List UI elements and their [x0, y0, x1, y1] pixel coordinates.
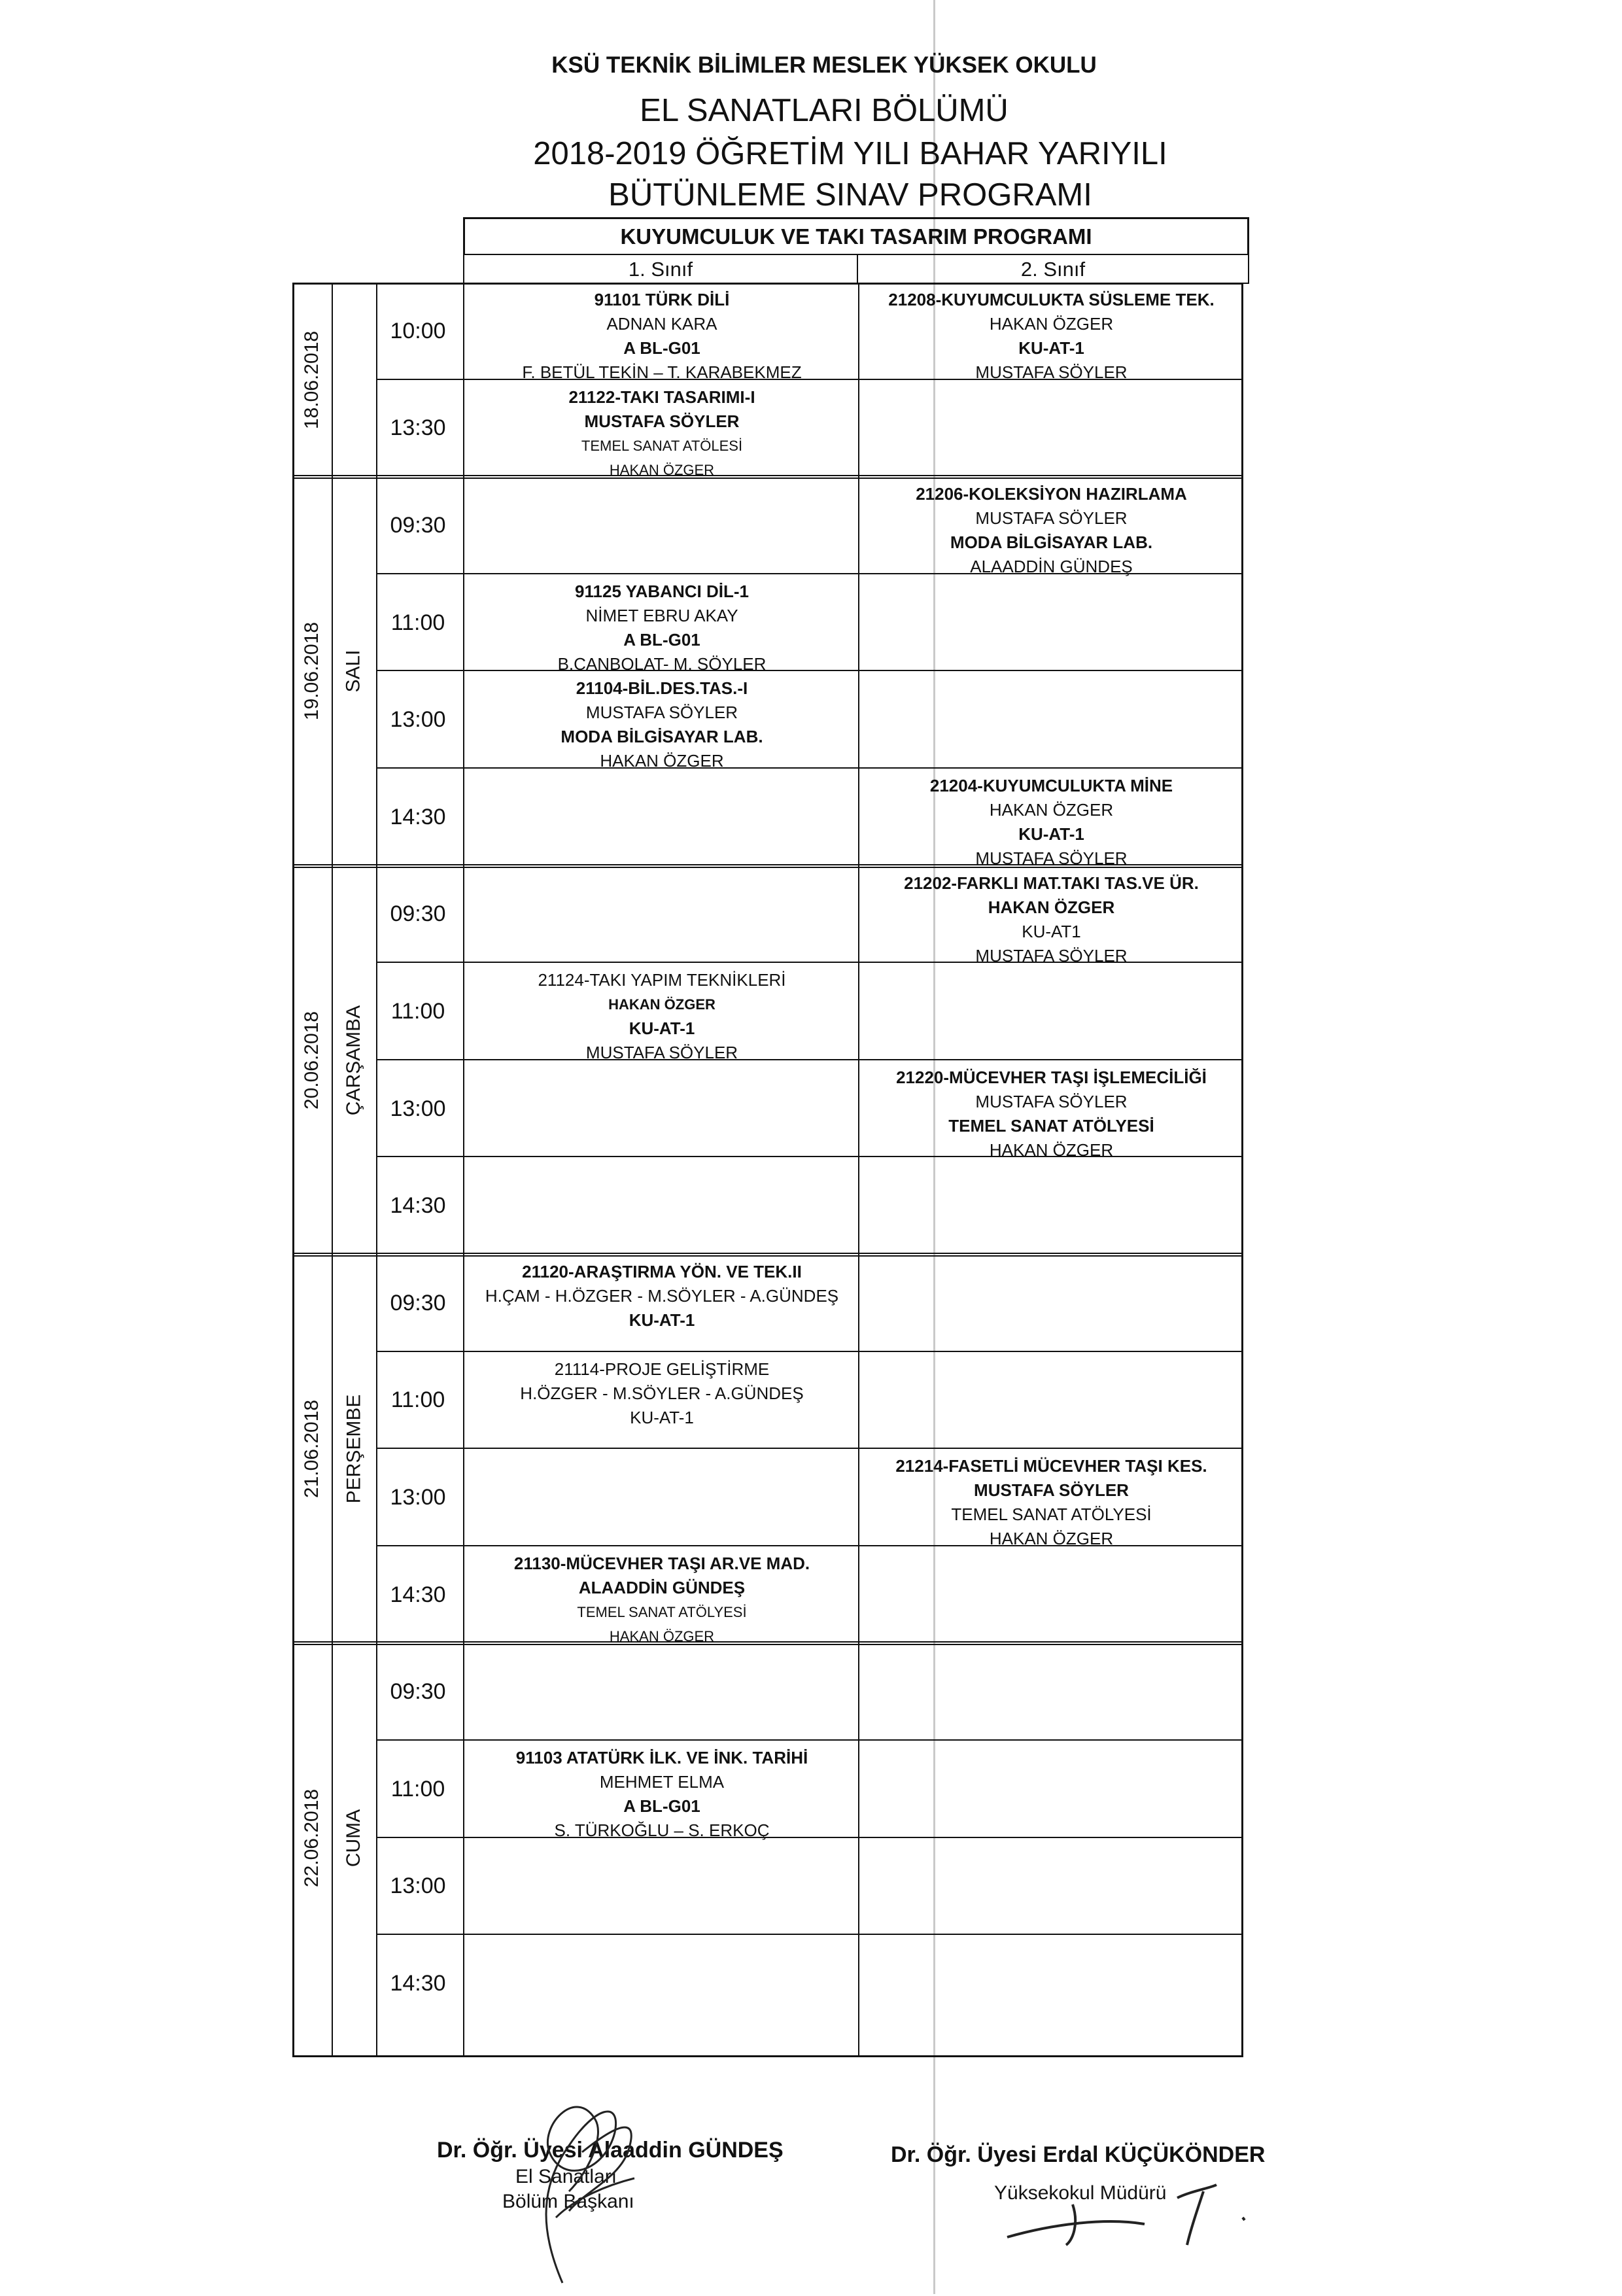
class-2-exam-cell	[859, 477, 1243, 577]
class-1-exam-cell	[464, 283, 859, 380]
time-slot-row	[292, 866, 1243, 964]
time-slot-row	[292, 1935, 1243, 2032]
class-2-exam-cell	[859, 1449, 1243, 1549]
class-2-exam-cell	[859, 1352, 1243, 1450]
left-signer-line1: El Sanatları	[515, 2166, 617, 2187]
day-block	[292, 1255, 1243, 1643]
exam-info-line: HAKAN ÖZGER	[609, 1627, 715, 1644]
class-2-exam-cell	[859, 1546, 1243, 1644]
class-1-exam-cell	[464, 1449, 859, 1546]
exam-time: 11:00	[390, 998, 445, 1024]
exam-time: 11:00	[390, 1387, 445, 1413]
class-1-exam-cell	[464, 1157, 859, 1255]
exam-info-line: HAKAN ÖZGER	[989, 799, 1114, 820]
exam-info-line: A BL-G01	[623, 1796, 700, 1816]
class-2-exam-cell	[859, 866, 1243, 964]
class-1-exam-cell	[464, 1643, 859, 1741]
exam-time: 13:00	[390, 707, 446, 733]
exam-info-line: TEMEL SANAT ATÖLYESİ	[951, 1505, 1152, 1525]
exam-info-line: MUSTAFA SÖYLER	[974, 1480, 1129, 1501]
class-2-exam-cell	[859, 1157, 1243, 1255]
exam-info-line: MUSTAFA SÖYLER	[585, 703, 738, 723]
class-1-exam-cell	[464, 477, 859, 574]
exam-info-line: ALAADDİN GÜNDEŞ	[970, 557, 1133, 577]
exam-info-line: TEMEL SANAT ATÖLYESİ	[948, 1115, 1154, 1136]
exam-info-line: A BL-G01	[623, 629, 700, 650]
exam-info-line: KU-AT-1	[1018, 824, 1084, 844]
day-block	[292, 283, 1243, 477]
exam-info-line: 21208-KUYUMCULUKTA SÜSLEME TEK.	[888, 290, 1215, 309]
day-block	[292, 477, 1243, 868]
time-slot-row	[292, 574, 1243, 672]
exam-info-line: 21120-ARAŞTIRMA YÖN. VE TEK.II	[522, 1262, 802, 1281]
time-slot-row	[292, 1838, 1243, 1936]
class-2-exam-cell	[859, 283, 1243, 380]
exam-time: 13:00	[390, 1096, 446, 1121]
exam-info-line: MEHMET ELMA	[599, 1771, 725, 1792]
exam-info-line: MODA BİLGİSAYAR LAB.	[950, 532, 1153, 553]
exam-info-line: KU-AT1	[1022, 921, 1081, 941]
day-block	[292, 866, 1243, 1255]
exam-info-line: H.ÇAM - H.ÖZGER - M.SÖYLER - A.GÜNDEŞ	[485, 1286, 839, 1306]
left-signer-line2: Bölüm Başkanı	[502, 2191, 634, 2212]
exam-info-line: 21220-MÜCEVHER TAŞI İŞLEMECİLİĞİ	[896, 1067, 1207, 1087]
exam-time: 14:30	[390, 1970, 446, 1996]
exam-info-line: 21124-TAKI YAPIM TEKNİKLERİ	[538, 970, 786, 990]
exam-info-line: KU-AT-1	[630, 1407, 694, 1427]
exam-info-line: ALAADDİN GÜNDEŞ	[578, 1577, 746, 1597]
class-2-exam-cell	[859, 1255, 1243, 1352]
class-1-exam-cell	[464, 1352, 859, 1450]
exam-info-line: 21206-KOLEKSİYON HAZIRLAMA	[916, 484, 1187, 504]
exam-date: 20.06.2018	[301, 1011, 322, 1109]
class-2-exam-cell	[859, 380, 1243, 478]
exam-info-line: HAKAN ÖZGER	[988, 897, 1115, 917]
class-1-exam-cell	[464, 1060, 859, 1158]
exam-info-line: MUSTAFA SÖYLER	[975, 848, 1128, 868]
class-1-exam-cell	[464, 380, 859, 478]
exam-info-line: ADNAN KARA	[606, 314, 717, 334]
time-slot-row	[292, 1352, 1243, 1450]
exam-info-line: F. BETÜL TEKİN – T. KARABEKMEZ	[522, 362, 802, 382]
exam-time: 13:00	[390, 1873, 446, 1899]
class-1-exam-cell	[464, 1838, 859, 1936]
right-signer-line1: Yüksekokul Müdürü	[994, 2182, 1167, 2204]
right-handwritten-signature	[994, 2172, 1282, 2250]
exam-info-line: KU-AT-1	[629, 1018, 695, 1039]
term-title: 2018-2019 ÖĞRETİM YILI BAHAR YARIYILI	[533, 136, 1167, 171]
exam-time: 09:30	[390, 1679, 446, 1705]
exam-info-line: 21104-BİL.DES.TAS.-I	[576, 678, 748, 699]
exam-info-line: HAKAN ÖZGER	[989, 314, 1114, 334]
time-slot-row	[292, 1546, 1243, 1644]
exam-day-name: PERŞEMBE	[343, 1394, 364, 1504]
class-1-exam-cell	[464, 866, 859, 964]
document-title: BÜTÜNLEME SINAV PROGRAMI	[608, 177, 1092, 213]
exam-info-line: HAKAN ÖZGER	[600, 751, 724, 771]
exam-time: 09:30	[390, 1290, 446, 1315]
class-2-header: 2. Sınıf	[857, 254, 1249, 284]
class-1-exam-cell	[464, 1255, 859, 1352]
time-slot-row	[292, 1449, 1243, 1549]
class-2-exam-cell	[859, 1741, 1243, 1838]
exam-time: 14:30	[390, 804, 446, 829]
exam-time: 14:30	[390, 1193, 446, 1219]
time-slot-row	[292, 477, 1243, 577]
exam-info-line: MUSTAFA SÖYLER	[975, 945, 1128, 965]
exam-info-line: HAKAN ÖZGER	[989, 1139, 1114, 1160]
exam-time: 13:30	[390, 415, 446, 441]
time-slot-row	[292, 1643, 1243, 1741]
exam-info-line: 21214-FASETLİ MÜCEVHER TAŞI KES.	[895, 1456, 1207, 1476]
exam-time: 10:00	[390, 318, 446, 343]
exam-info-line: MUSTAFA SÖYLER	[585, 1043, 738, 1063]
exam-info-line: MODA BİLGİSAYAR LAB.	[561, 727, 763, 747]
left-signer-name: Dr. Öğr. Üyesi Alaaddin GÜNDEŞ	[437, 2138, 784, 2163]
exam-info-line: KU-AT-1	[629, 1310, 695, 1330]
exam-time: 09:30	[390, 512, 446, 538]
department-name: EL SANATLARI BÖLÜMÜ	[640, 93, 1009, 128]
class-1-exam-cell	[464, 1546, 859, 1644]
exam-date: 19.06.2018	[301, 622, 322, 721]
exam-info-line: MUSTAFA SÖYLER	[975, 508, 1128, 529]
exam-info-line: 21122-TAKI TASARIMI-I	[568, 387, 755, 407]
exam-info-line: 91103 ATATÜRK İLK. VE İNK. TARİHİ	[515, 1747, 808, 1767]
exam-info-line: MUSTAFA SÖYLER	[584, 411, 740, 431]
exam-info-line: TEMEL SANAT ATÖLYESİ	[577, 1603, 747, 1620]
exam-day-name: CUMA	[343, 1809, 364, 1867]
exam-time: 11:00	[390, 610, 445, 635]
exam-info-line: 21204-KUYUMCULUKTA MİNE	[929, 775, 1173, 795]
exam-info-line: 21130-MÜCEVHER TAŞI AR.VE MAD.	[513, 1553, 810, 1573]
time-slot-row	[292, 380, 1243, 478]
school-name: KSÜ TEKNİK BİLİMLER MESLEK YÜKSEK OKULU	[551, 52, 1097, 78]
time-slot-row	[292, 1157, 1243, 1255]
exam-info-line: TEMEL SANAT ATÖLESİ	[581, 437, 743, 454]
class-1-exam-cell	[464, 1741, 859, 1838]
time-slot-row	[292, 963, 1243, 1063]
class-1-exam-cell	[464, 963, 859, 1063]
exam-time: 11:00	[390, 1776, 445, 1801]
class-2-exam-cell	[859, 769, 1243, 866]
exam-info-line: S. TÜRKOĞLU – S. ERKOÇ	[554, 1820, 770, 1840]
exam-info-line: 91125 YABANCI DİL-1	[575, 581, 749, 601]
exam-time: 14:30	[390, 1582, 446, 1607]
time-slot-row	[292, 283, 1243, 380]
day-block	[292, 1643, 1243, 2032]
exam-info-line: HAKAN ÖZGER	[989, 1529, 1114, 1549]
exam-time: 13:00	[390, 1484, 446, 1510]
exam-info-line: HAKAN ÖZGER	[609, 461, 715, 478]
exam-date: 18.06.2018	[301, 330, 322, 429]
class-2-exam-cell	[859, 671, 1243, 769]
class-1-header: 1. Sınıf	[463, 254, 858, 284]
class-1-exam-cell	[464, 671, 859, 769]
class-2-exam-cell	[859, 574, 1243, 672]
exam-date: 22.06.2018	[301, 1788, 322, 1887]
exam-time: 09:30	[390, 901, 446, 927]
class-1-exam-cell	[464, 769, 859, 866]
time-slot-row	[292, 1255, 1243, 1352]
class-2-exam-cell	[859, 1935, 1243, 2032]
exam-date: 21.06.2018	[301, 1400, 322, 1499]
time-slot-row	[292, 671, 1243, 769]
exam-day-name: ÇARŞAMBA	[343, 1005, 364, 1115]
class-2-exam-cell	[859, 963, 1243, 1060]
class-2-exam-cell	[859, 1060, 1243, 1158]
exam-info-line: 21202-FARKLI MAT.TAKI TAS.VE ÜR.	[904, 873, 1199, 893]
class-2-exam-cell	[859, 1643, 1243, 1741]
class-2-exam-cell	[859, 1838, 1243, 1936]
exam-info-line: KU-AT-1	[1018, 338, 1084, 358]
exam-info-line: MUSTAFA SÖYLER	[975, 362, 1128, 382]
exam-info-line: NİMET EBRU AKAY	[585, 605, 738, 625]
left-handwritten-signature	[471, 2021, 667, 2296]
time-slot-row	[292, 1741, 1243, 1838]
right-signer-name: Dr. Öğr. Üyesi Erdal KÜÇÜKÖNDER	[891, 2142, 1266, 2167]
class-1-exam-cell	[464, 1935, 859, 2032]
exam-day-name: SALI	[343, 650, 365, 693]
time-slot-row	[292, 1060, 1243, 1158]
exam-info-line: 21114-PROJE GELİŞTİRME	[554, 1359, 770, 1379]
exam-info-line: B.CANBOLAT- M. SÖYLER	[557, 653, 767, 674]
exam-info-line: A BL-G01	[623, 338, 700, 358]
exam-info-line: H.ÖZGER - M.SÖYLER - A.GÜNDEŞ	[520, 1383, 804, 1403]
time-slot-row	[292, 769, 1243, 866]
exam-info-line: 91101 TÜRK DİLİ	[594, 290, 730, 309]
class-1-exam-cell	[464, 574, 859, 672]
exam-info-line: HAKAN ÖZGER	[608, 996, 716, 1013]
program-header: KUYUMCULUK VE TAKI TASARIM PROGRAMI	[463, 217, 1249, 254]
exam-info-line: MUSTAFA SÖYLER	[975, 1091, 1128, 1111]
